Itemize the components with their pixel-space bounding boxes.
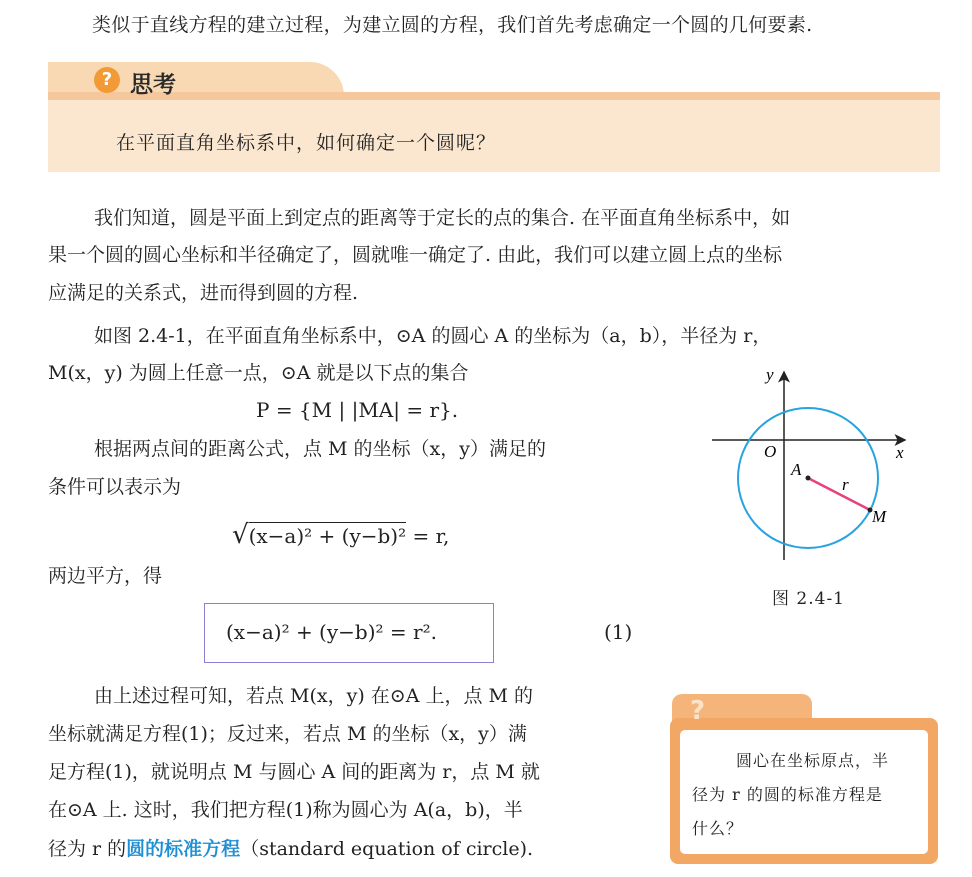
circle-figure [700,360,920,590]
side-note-line-2: 径为 r 的圆的标准方程是 [692,785,883,804]
origin-label: O [764,442,777,461]
side-note-line-1: 圆心在坐标原点，半 [736,751,890,770]
sqrt-content: (x−a)² + (y−b)² [248,524,407,548]
point-label: M [872,507,887,526]
x-axis-label: x [896,443,904,462]
radius-label: r [842,475,849,494]
paragraph-4-line-5 [48,836,533,862]
standard-equation: (x−a)² + (y−b)² = r². [226,620,437,644]
line-prefix: 径为 r 的 [48,838,127,860]
equation-number: (1) [604,620,633,644]
paragraph-4-line-4: 在⊙A 上. 这时，我们把方程(1)称为圆心为 A(a，b)，半 [48,799,523,821]
paragraph-3-line-2: 条件可以表示为 [48,476,182,498]
line-suffix: （standard equation of circle). [240,838,534,860]
paragraph-2-line-2: M(x，y) 为圆上任意一点，⊙A 就是以下点的集合 [48,362,469,384]
think-divider [48,92,940,100]
radius-segment [808,478,870,510]
distance-formula [232,520,449,550]
paragraph-4-line-3: 足方程(1)，就说明点 M 与圆心 A 间的距离为 r，点 M 就 [48,761,540,783]
intro-text: 类似于直线方程的建立过程，为建立圆的方程，我们首先考虑确定一个圆的几何要素. [92,14,813,36]
think-title: 思考 [130,72,176,98]
paragraph-3-line-1: 根据两点间的距离公式，点 M 的坐标（x，y）满足的 [94,438,546,460]
paragraph-4-line-1: 由上述过程可知，若点 M(x，y) 在⊙A 上，点 M 的 [94,685,534,707]
paragraph-1-line-2: 果一个圆的圆心坐标和半径确定了，圆就唯一确定了. 由此，我们可以建立圆上点的坐标 [48,244,783,266]
center-point [806,476,811,481]
paragraph-4-line-2: 坐标就满足方程(1)；反过来，若点 M 的坐标（x，y）满 [48,723,527,745]
set-formula: P = {M | |MA| = r}. [256,398,459,422]
sqrt-sign: √ [232,520,249,550]
think-question: 在平面直角坐标系中，如何确定一个圆呢？ [116,132,497,154]
side-note-line-3: 什么？ [692,819,744,838]
paragraph-3-line-3: 两边平方，得 [48,565,163,587]
center-label: A [791,460,802,479]
figure-caption: 图 2.4-1 [772,589,845,609]
paragraph-1-line-1: 我们知道，圆是平面上到定点的距离等于定长的点的集合. 在平面直角坐标系中，如 [94,207,791,229]
sqrt-rhs: = r, [406,524,450,548]
question-circle-icon: ? [94,67,120,93]
key-term: 圆的标准方程 [126,838,241,860]
question-mark-icon: ? [690,696,706,726]
paragraph-1-line-3: 应满足的关系式，进而得到圆的方程. [48,282,359,304]
paragraph-2-line-1: 如图 2.4-1，在平面直角坐标系中，⊙A 的圆心 A 的坐标为（a，b），半径为 r， [94,325,772,347]
y-axis-label: y [766,365,774,384]
